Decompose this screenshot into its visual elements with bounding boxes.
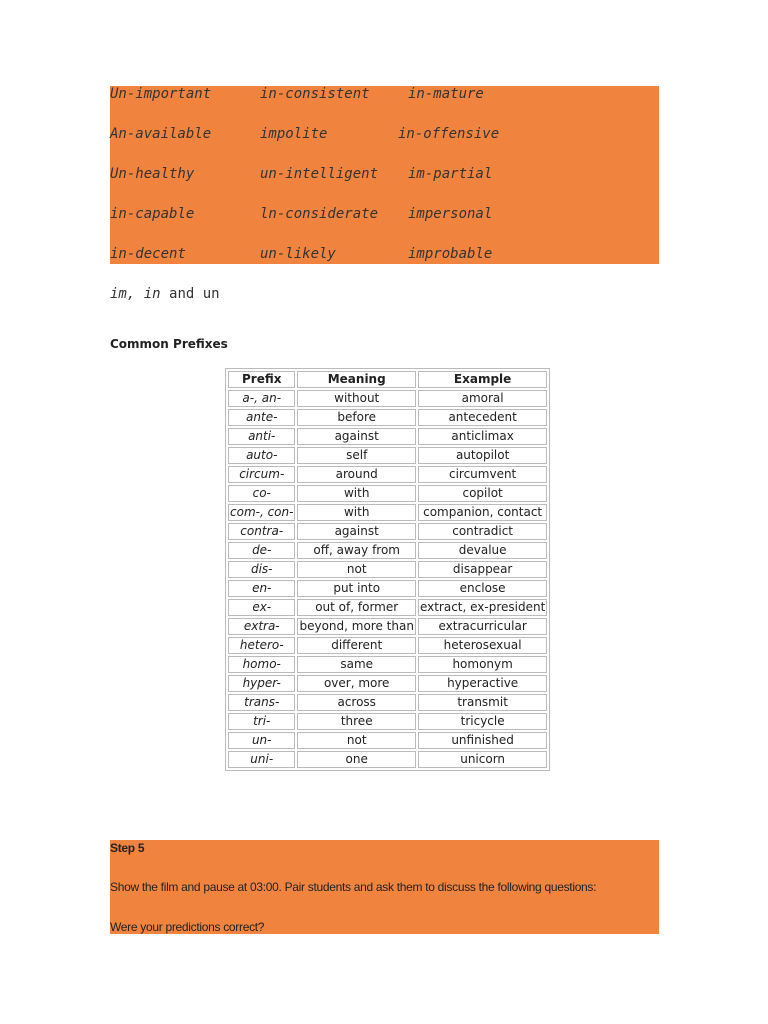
meaning-cell: before [297,409,415,426]
word-cell: Un-healthy [110,166,195,182]
meaning-cell: out of, former [297,599,415,616]
word-row [110,126,659,146]
table-row [228,637,547,654]
word-cell: impolite [260,126,328,142]
meaning-cell: three [297,713,415,730]
table-row [228,466,547,483]
table-row [228,504,547,521]
prefix-in: in [143,286,161,302]
example-cell: contradict [418,523,547,540]
prefix-cell: anti- [228,428,295,445]
prefix-cell: hyper- [228,675,295,692]
meaning-cell: put into [297,580,415,597]
meaning-cell: against [297,428,415,445]
word-cell: un-likely [260,246,336,262]
word-cell: improbable [408,246,493,262]
word-cell: in-consistent [260,86,370,102]
prefix-cell: auto- [228,447,295,464]
prefix-cell: trans- [228,694,295,711]
table-row [228,428,547,445]
table-row [228,751,547,768]
prefix-cell: com-, con- [230,505,294,519]
prefix-cell: ex- [228,599,295,616]
word-cell: im-partial [408,166,493,182]
table-row [228,561,547,578]
table-row [228,656,547,673]
table-row [228,523,547,540]
section-heading: Common Prefixes [110,337,228,351]
example-cell: unfinished [418,732,547,749]
prefix-cell: hetero- [228,637,295,654]
meaning-cell: around [297,466,415,483]
step-instruction: Show the film and pause at 03:00. Pair students and ask them to discuss the following questions: [110,880,597,894]
example-cell: extract, ex-president [419,600,546,614]
prefix-cell: uni- [228,751,295,768]
example-cell: heterosexual [418,637,547,654]
example-cell: antecedent [418,409,547,426]
prefix-cell: ante- [228,409,295,426]
table-row [228,732,547,749]
prefix-summary-line [110,286,220,302]
example-cell: amoral [418,390,547,407]
meaning-cell: with [297,504,415,521]
table-row [228,713,547,730]
header-meaning: Meaning [297,371,415,388]
prefix-cell: de- [228,542,295,559]
meaning-cell: self [297,447,415,464]
prefix-cell: a-, an- [228,390,295,407]
example-cell: copilot [418,485,547,502]
prefix-cell: extra- [228,618,295,635]
prefix-im: im, [110,286,136,302]
example-cell: disappear [418,561,547,578]
word-cell: Un-important [110,86,212,102]
prefix-cell: tri- [228,713,295,730]
prefix-cell: un- [228,732,295,749]
meaning-cell: not [297,561,415,578]
word-cell: An-available [110,126,212,142]
word-cell: in-decent [110,246,186,262]
word-cell: un-intelligent [260,166,379,182]
word-examples-box [110,86,659,264]
meaning-cell: beyond, more than [299,619,414,633]
table-row [228,447,547,464]
step-box [110,840,659,934]
prefix-cell: en- [228,580,295,597]
word-row [110,166,659,186]
table-row [228,580,547,597]
example-cell: extracurricular [418,618,547,635]
prefix-cell: circum- [228,466,295,483]
table-row [228,485,547,502]
word-cell: in-mature [408,86,484,102]
meaning-cell: not [297,732,415,749]
word-cell: impersonal [408,206,493,222]
meaning-cell: off, away from [297,542,415,559]
example-cell: unicorn [418,751,547,768]
word-cell: in-offensive [398,126,500,142]
example-cell: autopilot [418,447,547,464]
example-cell: enclose [418,580,547,597]
word-row [110,206,659,226]
prefix-cell: contra- [228,523,295,540]
meaning-cell: over, more [297,675,415,692]
table-row [228,542,547,559]
example-cell: tricycle [418,713,547,730]
table-row [228,390,547,407]
meaning-cell: with [297,485,415,502]
example-cell: hyperactive [418,675,547,692]
table-row [228,599,547,616]
step-title: Step 5 [110,841,145,855]
word-cell: ln-considerate [260,206,379,222]
prefix-cell: co- [228,485,295,502]
table-row [228,694,547,711]
meaning-cell: different [297,637,415,654]
table-header-row [228,371,547,388]
example-cell: devalue [418,542,547,559]
word-row [110,246,659,266]
example-cell: anticlimax [418,428,547,445]
prefix-cell: dis- [228,561,295,578]
meaning-cell: against [297,523,415,540]
meaning-cell: without [297,390,415,407]
prefix-rest: and un [160,286,220,302]
example-cell: circumvent [418,466,547,483]
table-row [228,675,547,692]
prefix-cell: homo- [228,656,295,673]
header-example: Example [418,371,547,388]
prefix-table [225,368,550,771]
table-row [228,618,547,635]
word-row [110,86,659,106]
table-row [228,409,547,426]
meaning-cell: same [297,656,415,673]
word-cell: in-capable [110,206,195,222]
meaning-cell: one [297,751,415,768]
example-cell: transmit [418,694,547,711]
example-cell: companion, contact [418,504,547,521]
meaning-cell: across [297,694,415,711]
example-cell: homonym [418,656,547,673]
header-prefix: Prefix [228,371,295,388]
step-question: Were your predictions correct? [110,920,265,934]
